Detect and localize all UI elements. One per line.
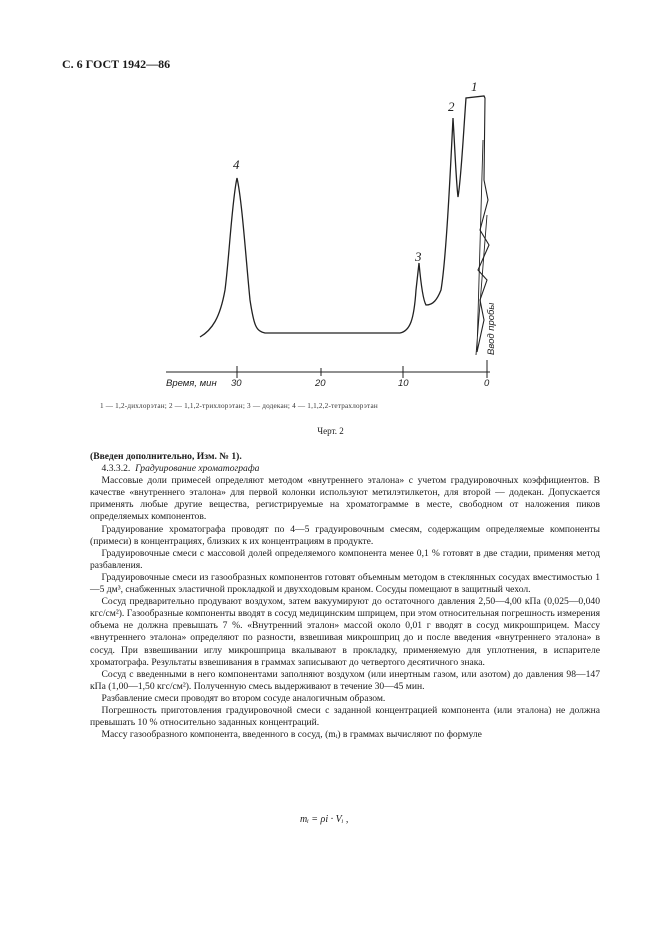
figure-caption: Черт. 2 <box>317 426 344 436</box>
section-title: Градуирование хроматографа <box>135 463 260 475</box>
paragraph: Сосуд предварительно продувают воздухом, затем вакуумируют до остаточного давления 2,50—4,00 кПа (0,025—0,040 кгс/см²). Газообразные компоненты вводят в сосуд медицинским шприцем, при этом относительная погрешность измерения объема не должна превышать 7 %. «Внутренний эталон» массой около 0,01 г вводят в сосуд микрошприцем. Массу «внутреннего эталона» определяют по разности, взвешивая микрошприц до и после введения «внутреннего эталона» в сосуд. При взвешивании иглу микрошприца вкалывают в прокладку, применяемую для уплотнения, в испарителе хроматографа. Результаты взвешивания в граммах записывают до четвертого десятичного знака. <box>90 596 600 668</box>
paragraph: Градуировочные смеси из газообразных компонентов готовят объемным методом в стеклянных сосудах вместимостью 1—5 дм³, снабженных эластичной прокладкой и двухходовым краном. Сосуды помещают в защитный чехол. <box>90 571 600 596</box>
amendment-note: (Введен дополнительно, Изм. № 1). <box>90 451 242 462</box>
body-text <box>90 451 600 741</box>
paragraph: Градуирование хроматографа проводят по 4—5 градуировочным смесям, содержащим определяемые компоненты (примеси) в концентрациях, близких к их концентрациям в продукте. <box>90 523 600 547</box>
chromatogram-trace <box>200 96 485 337</box>
section-heading <box>90 463 600 475</box>
tick-label-30: 30 <box>231 378 242 389</box>
paragraph: Градуировочные смеси с массовой долей определяемого компонента менее 0,1 % готовят в две стадии, применяя метод разбавления. <box>90 547 600 571</box>
paragraph: Сосуд с введенными в него компонентами заполняют воздухом (или инертным газом, или азотом) до давления 98—147 кПа (1,00—1,50 кгс/см²). Полученную смесь выдерживают в течение 30—45 мин. <box>90 668 600 692</box>
paragraph: Массу газообразного компонента, введенного в сосуд, (mᵢ) в граммах вычисляют по формуле <box>101 729 482 741</box>
figure-legend: 1 — 1,2-дихлорэтан; 2 — 1,1,2-трихлорэтан; 3 — додекан; 4 — 1,1,2,2-тетрахлорэтан <box>100 402 378 410</box>
paragraph: Разбавление смеси проводят во втором сосуде аналогичным образом. <box>101 692 386 704</box>
paragraph: Массовые доли примесей определяют методом «внутреннего эталона» с учетом градуировочных коэффициентов. В качестве «внутреннего эталона» для первой колонки используют метилэтилкетон, для второй — додекан. Допускается применять любые другие вещества, регистрируемые на хроматограмме в месте, свободном от наложения пиков определяемых компонентов. <box>90 475 600 523</box>
tick-label-0: 0 <box>484 378 490 389</box>
tick-label-10: 10 <box>398 378 409 389</box>
page-header: С. 6 ГОСТ 1942—86 <box>62 57 171 71</box>
injection-label: Ввод пробы <box>486 302 497 355</box>
chromatogram <box>0 0 661 400</box>
peak-label-2: 2 <box>448 99 455 114</box>
peak-label-4: 4 <box>233 157 240 172</box>
axis-label: Время, мин <box>166 378 217 389</box>
section-number: 4.3.3.2. <box>101 463 131 475</box>
formula: mᵢ = ρi · Vᵢ , <box>300 814 349 825</box>
peak-label-1: 1 <box>471 79 478 94</box>
paragraph: Погрешность приготовления градуировочной смеси с заданной концентрацией компонента (или эталона) не должна превышать 10 % относительно заданных концентраций. <box>90 704 600 729</box>
peak-label-3: 3 <box>415 249 422 264</box>
tick-label-20: 20 <box>315 378 326 389</box>
